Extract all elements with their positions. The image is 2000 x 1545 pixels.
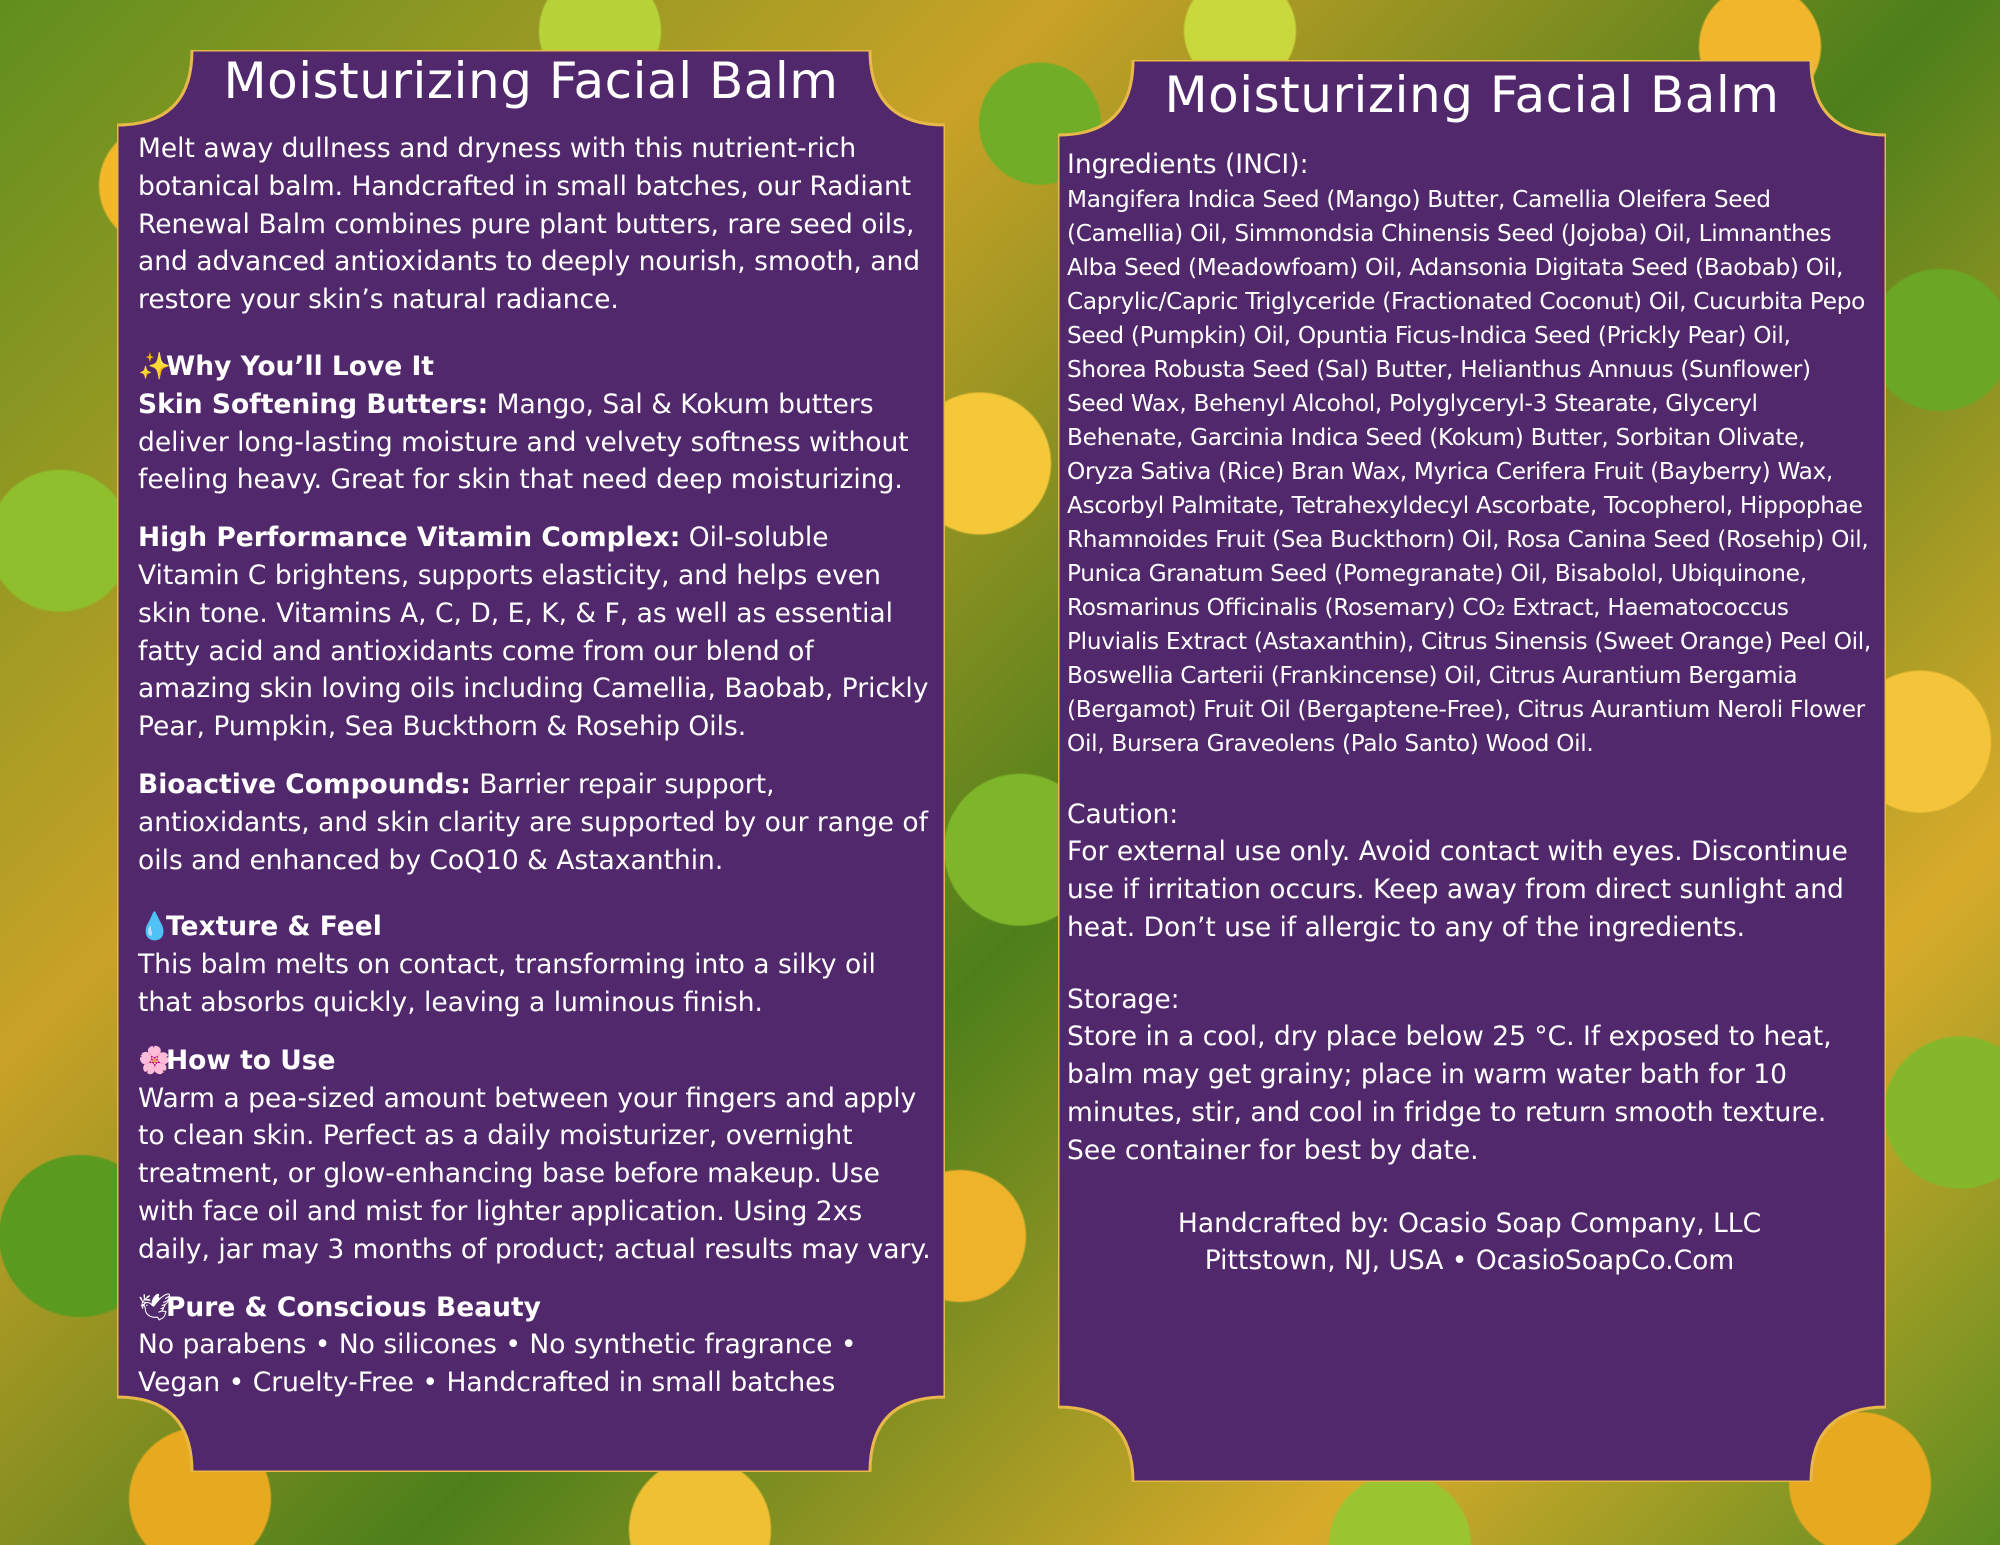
texture-heading (138, 908, 933, 946)
ingredients-label: Ingredients (INCI): (1067, 149, 1309, 180)
left-panel-content (138, 130, 933, 1402)
storage-text: Store in a cool, dry place below 25 °C. If exposed to heat, balm may get grainy; place in warm water bath for 10 minutes, stir, and cool in fridge to return smooth texture. See container for best by date. (1067, 1021, 1832, 1166)
storage-label: Storage: (1067, 984, 1180, 1016)
right-label-panel (1058, 60, 1886, 1482)
intro-paragraph: Melt away dullness and dryness with this nutrient-rich botanical balm. Handcrafted in small batches, our Radiant Renewal Balm combines pure plant butters, rare seed oils, and advanced antioxidants to deeply nourish, smooth, and restore your skin’s natural radiance. (138, 133, 921, 316)
left-panel-title: Moisturizing Facial Balm (223, 52, 839, 110)
benefit-bioactive (138, 766, 933, 879)
ingredients-list: Mangifera Indica Seed (Mango) Butter, Camellia Oleifera Seed (Camellia) Oil, Simmondsia Chinensis Seed (Jojoba) Oil, Limnanthes Alba Seed (Meadowfoam) Oil, Adansonia Digitata Seed (Baobab) Oil, Caprylic/Capric Triglyceride (Fractionated Coconut) Oil, Cucurbita Pepo Seed (Pumpkin) Oil, Opuntia Ficus-Indica Seed (Prickly Pear) Oil, Shorea Robusta Seed (Sal) Butter, Helianthus Annuus (Sunflower) Seed Wax, Behenyl Alcohol, Polyglyceryl-3 Stearate, Glyceryl Behenate, Garcinia Indica Seed (Kokum) Butter, Sorbitan Olivate, Oryza Sativa (Rice) Bran Wax, Myrica Cerifera Fruit (Bayberry) Wax, Ascorbyl Palmitate, Tetrahexyldecyl Ascorbate, Tocopherol, Hippophae Rhamnoides Fruit (Sea Buckthorn) Oil, Rosa Canina Seed (Rosehip) Oil, Punica Granatum Seed (Pomegranate) Oil, Bisabolol, Ubiquinone, Rosmarinus Officinalis (Rosemary) CO₂ Extract, Haematococcus Pluvialis Extract (Astaxanthin), Citrus Sinensis (Sweet Orange) Peel Oil, Boswellia Carterii (Frankincense) Oil, Citrus Aurantium Bergamia (Bergamot) Fruit Oil (Bergaptene-Free), Citrus Aurantium Neroli Flower Oil, Bursera Graveolens (Palo Santo) Wood Oil. (1067, 186, 1871, 757)
benefit-bioactive-text: Barrier repair support, antioxidants, and skin clarity are supported by our range of oils and enhanced by CoQ10 & Astaxanthin. (138, 768, 928, 876)
benefit-butters (138, 386, 933, 499)
benefit-butters-text: Mango, Sal & Kokum butters deliver long-lasting moisture and velvety softness without feeling heavy. Great for skin that need deep moisturizing. (138, 388, 909, 496)
right-panel-title: Moisturizing Facial Balm (1164, 66, 1780, 124)
texture-heading-text: Texture & Feel (166, 911, 382, 943)
how-to-use-heading-text: How to Use (166, 1044, 336, 1076)
dove-icon: 🕊 (138, 1291, 172, 1323)
benefit-butters-label: Skin Softening Butters: (138, 388, 489, 420)
pure-heading (138, 1289, 933, 1327)
texture-text: This balm melts on contact, transforming into a silky oil that absorbs quickly, leaving a luminous finish. (138, 949, 876, 1018)
benefit-bioactive-label: Bioactive Compounds: (138, 768, 471, 800)
how-to-use-text: Warm a pea-sized amount between your fingers and apply to clean skin. Perfect as a daily moisturizer, overnight treatment, or glow-enhancing base before makeup. Use with face oil and mist for lighter application. Using 2xs daily, jar may 3 months of product; actual results may vary. (138, 1082, 931, 1265)
pure-text: No parabens • No silicones • No synthetic fragrance • Vegan • Cruelty-Free • Handcrafted in small batches (138, 1329, 857, 1399)
benefit-vitamins-text: Oil-soluble Vitamin C brightens, supports elasticity, and helps even skin tone. Vitamins A, C, D, E, K, & F, as well as essential fatty acid and antioxidants come from our blend of amazing skin loving oils including Camellia, Baobab, Prickly Pear, Pumpkin, Sea Buckthorn & Rosehip Oils. (138, 522, 929, 743)
sparkles-icon: ✨ (138, 350, 171, 382)
benefit-vitamins (138, 519, 933, 746)
pure-heading-text: Pure & Conscious Beauty (166, 1291, 541, 1323)
blossom-icon: 🌸 (138, 1044, 171, 1076)
droplet-icon: 💧 (138, 911, 171, 943)
maker-line-2: Pittstown, NJ, USA • OcasioSoapCo.Com (1204, 1245, 1735, 1277)
left-label-panel (117, 50, 945, 1472)
caution-text: For external use only. Avoid contact with eyes. Discontinue use if irritation occurs. Keep away from direct sunlight and heat. Don’t use if allergic to any of the ingredients. (1067, 836, 1848, 943)
right-panel-content (1067, 146, 1872, 1280)
why-love-heading-text: Why You’ll Love It (166, 350, 434, 382)
why-love-heading (138, 348, 933, 386)
maker-line-1: Handcrafted by: Ocasio Soap Company, LLC (1177, 1207, 1762, 1239)
caution-label: Caution: (1067, 799, 1179, 830)
how-to-use-heading (138, 1042, 933, 1080)
benefit-vitamins-label: High Performance Vitamin Complex: (138, 522, 681, 554)
